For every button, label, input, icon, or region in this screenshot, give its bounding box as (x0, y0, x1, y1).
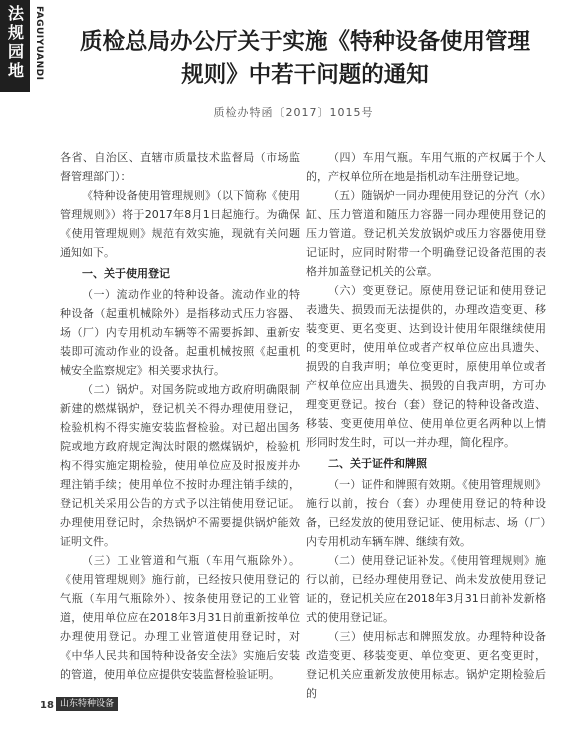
paragraph: （一）流动作业的特种设备。流动作业的特种设备（起重机械除外）是指移动式压力容器、场（厂）内专用机动车辆等不需要拆卸、重新安装即可流动作业的设备。起重机械按照《起重机械安全监察规定》相关要求执行。 (60, 288, 300, 377)
magazine-name-badge: 山东特种设备 (56, 697, 118, 711)
right-column (306, 148, 546, 703)
paragraph: （三）工业管道和气瓶（车用气瓶除外）。《使用管理规则》施行前，已经按只使用登记的气瓶（车用气瓶除外）、按条使用登记的工业管道，使用单位应在2018年3月31日前重新按单位办理使用登记。办理工业管道使用登记时，对《中华人民共和国特种设备安全法》实施后安装的管道，使用单位应提供安装监督检验证明。 (60, 554, 300, 681)
paragraph: （三）使用标志和牌照发放。办理特种设备改造变更、移装变更、单位变更、更名变更时，登记机关应重新发放使用标志。锅炉定期检验后的 (306, 630, 546, 700)
paragraph: （六）变更登记。原使用登记证和使用登记表遗失、损毁而无法提供的，办理改造变更、移装变更、更名变更、达到设计使用年限继续使用的变更时，使用单位或者产权单位应出具遗失、损毁的自我声明；单位变更时，原使用单位或者产权单位应出具遗失、损毁的自我声明，方可办理变更登记。按台（套）登记的特种设备改造、移装、变更使用单位、使用单位更名两种以上情形同时发生时，可以一并办理，简化程序。 (306, 284, 546, 449)
paragraph: （五）随锅炉一同办理使用登记的分汽（水）缸、压力管道和随压力容器一同办理使用登记的压力管道。登记机关发放锅炉或压力容器使用登记证时，应同时附带一个明确登记设备范围的表格并加盖登记机关的公章。 (306, 189, 546, 278)
page-number: 18 (40, 700, 54, 711)
section-heading: 一、关于使用登记 (82, 267, 170, 280)
left-column (60, 148, 300, 684)
paragraph: （二）使用登记证补发。《使用管理规则》施行以前，已经办理使用登记、尚未发放使用登记证的，登记机关应在2018年3月31日前补发新格式的使用登记证。 (306, 554, 546, 624)
section-tab-label: 法规园地 (7, 4, 24, 80)
paragraph: （四）车用气瓶。车用气瓶的产权属于个人的，产权单位所在地是指机动车注册登记地。 (306, 151, 546, 183)
document-number: 质检办特函〔2017〕1015号 (213, 106, 374, 119)
paragraph: （二）锅炉。对国务院或地方政府明确限制新建的燃煤锅炉，登记机关不得办理使用登记，检验机构不得实施安装监督检验。对已超出国务院或地方政府规定淘汰时限的燃煤锅炉，检验机构不得实施定期检验，使用单位应及时报废并办理注销手续；使用单位不按时办理注销手续的，登记机关采用公告的方式予以注销使用登记证。办理使用登记时，余热锅炉不需要提供锅炉能效证明文件。 (60, 383, 300, 548)
section-latin-label: FAGUIYUANDI (34, 6, 44, 81)
section-tab (0, 0, 30, 92)
article-title: 质检总局办公厅关于实施《特种设备使用管理规则》中若干问题的通知 (79, 29, 530, 88)
paragraph: （一）证件和牌照有效期。《使用管理规则》施行以前，按台（套）办理使用登记的特种设备，已经发放的使用登记证、使用标志、场（厂）内专用机动车辆车牌、继续有效。 (306, 478, 546, 548)
section-heading: 二、关于证件和牌照 (328, 457, 427, 470)
paragraph: 各省、自治区、直辖市质量技术监督局（市场监督管理部门）： (60, 151, 300, 183)
paragraph: 《特种设备使用管理规则》（以下简称《使用管理规则》）将于2017年8月1日起施行。为确保《使用管理规则》规范有效实施，现就有关问题通知如下。 (60, 189, 300, 259)
